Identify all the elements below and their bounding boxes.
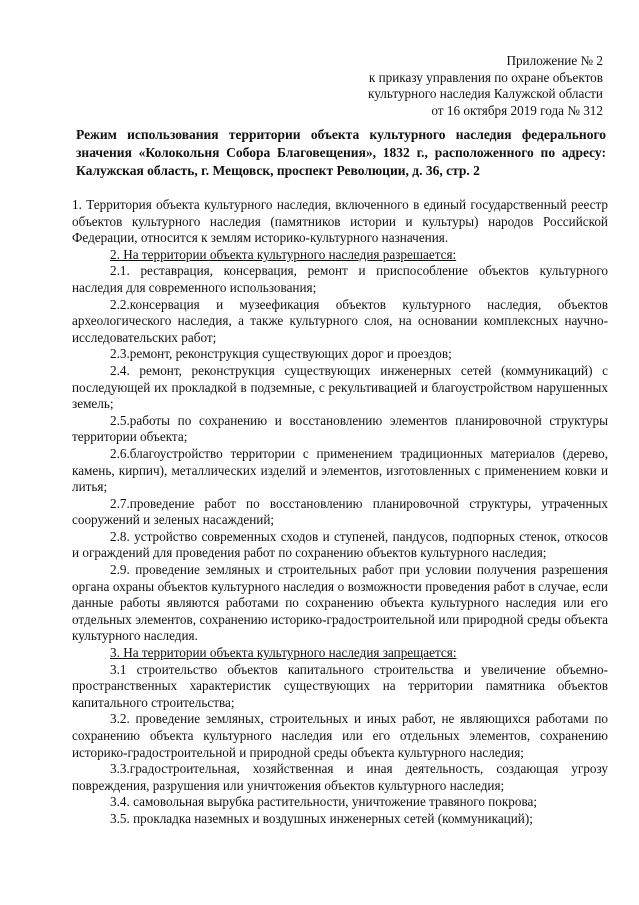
appendix-line: от 16 октября 2019 года № 312 bbox=[431, 102, 603, 118]
document-body bbox=[72, 197, 608, 828]
document-title: Режим использования территории объекта культурного наследия федерального значения «Колокольня Собора Благовещения», 1832 г., расположенного по адресу: Калужская область, г. Мещовск, проспект Революции, д. 36, стр. 2 bbox=[76, 127, 606, 178]
section-heading-text: 2. На территории объекта культурного наследия разрешается: bbox=[110, 246, 457, 262]
paragraph: 2.5.работы по сохранению и восстановлению элементов планировочной структуры территории объекта; bbox=[72, 412, 608, 445]
paragraph: 3.2. проведение земляных, строительных и иных работ, не являющихся работами по сохранению объекта культурного наследия или его отдельных элементов, сохранению историко-градостроительной и природной среды объекта культурного наследия; bbox=[72, 711, 608, 760]
paragraph: 1. Территория объекта культурного наследия, включенного в единый государственный реестр объектов культурного наследия (памятников истории и культуры) народов Российской Федерации, относится к землям историко-культурного назначения. bbox=[72, 197, 608, 246]
appendix-line: культурного наследия Калужской области bbox=[368, 86, 603, 101]
paragraph: 3.4. самовольная вырубка растительности, уничтожение травяного покрова; bbox=[110, 794, 538, 810]
paragraph: 2.8. устройство современных сходов и ступеней, пандусов, подпорных стенок, откосов и ограждений для проведения работ по сохранению объектов культурного наследия; bbox=[72, 528, 608, 561]
paragraph: 2.7.проведение работ по восстановлению планировочной структуры, утраченных сооружений и зеленых насаждений; bbox=[72, 495, 608, 528]
section-heading-text: 3. На территории объекта культурного наследия запрещается: bbox=[110, 645, 457, 661]
paragraph: 2.9. проведение земляных и строительных работ при условии получения разрешения органа охраны объектов культурного наследия о возможности проведения работ в случае, если данные работы являются работами по сохранению объекта культурного наследия или его отдельных элементов, сохранению историко-градостроительной или природной среды объекта культурного наследия. bbox=[72, 562, 608, 644]
section-heading bbox=[72, 645, 608, 662]
section-heading bbox=[72, 247, 608, 264]
paragraph: 2.4. ремонт, реконструкция существующих инженерных сетей (коммуникаций) с последующей их прокладкой в подземные, с рекультивацией и благоустройством нарушенных земель; bbox=[72, 362, 608, 412]
paragraph: 2.3.ремонт, реконструкция существующих дорог и проездов; bbox=[110, 346, 452, 362]
paragraph: 2.1. реставрация, консервация, ремонт и приспособление объектов культурного наследия для современного использования; bbox=[72, 263, 608, 295]
paragraph: 2.2.консервация и музеефикация объектов культурного наследия, объектов археологического наследия, а также культурного слоя, на основании комплексных научно-исследовательских работ; bbox=[72, 296, 608, 345]
appendix-line: к приказу управления по охране объектов bbox=[368, 69, 603, 85]
paragraph: 3.3.градостроительная, хозяйственная и иная деятельность, создающая угрозу повреждения, разрушения или уничтожения объектов культурного наследия; bbox=[72, 761, 608, 793]
paragraph: 3.1 строительство объектов капитального строительства и увеличение объемно-пространственных характеристик существующих на территории памятника объектов капитального строительства; bbox=[72, 661, 608, 710]
appendix-header bbox=[303, 53, 603, 119]
appendix-line: Приложение № 2 bbox=[506, 53, 603, 68]
paragraph: 2.6.благоустройство территории с применением традиционных материалов (дерево, камень, кирпич), металлических изделий и элементов, изготовленных с применением ковки и литья; bbox=[72, 445, 608, 495]
paragraph: 3.5. прокладка наземных и воздушных инженерных сетей (коммуникаций); bbox=[110, 810, 533, 826]
